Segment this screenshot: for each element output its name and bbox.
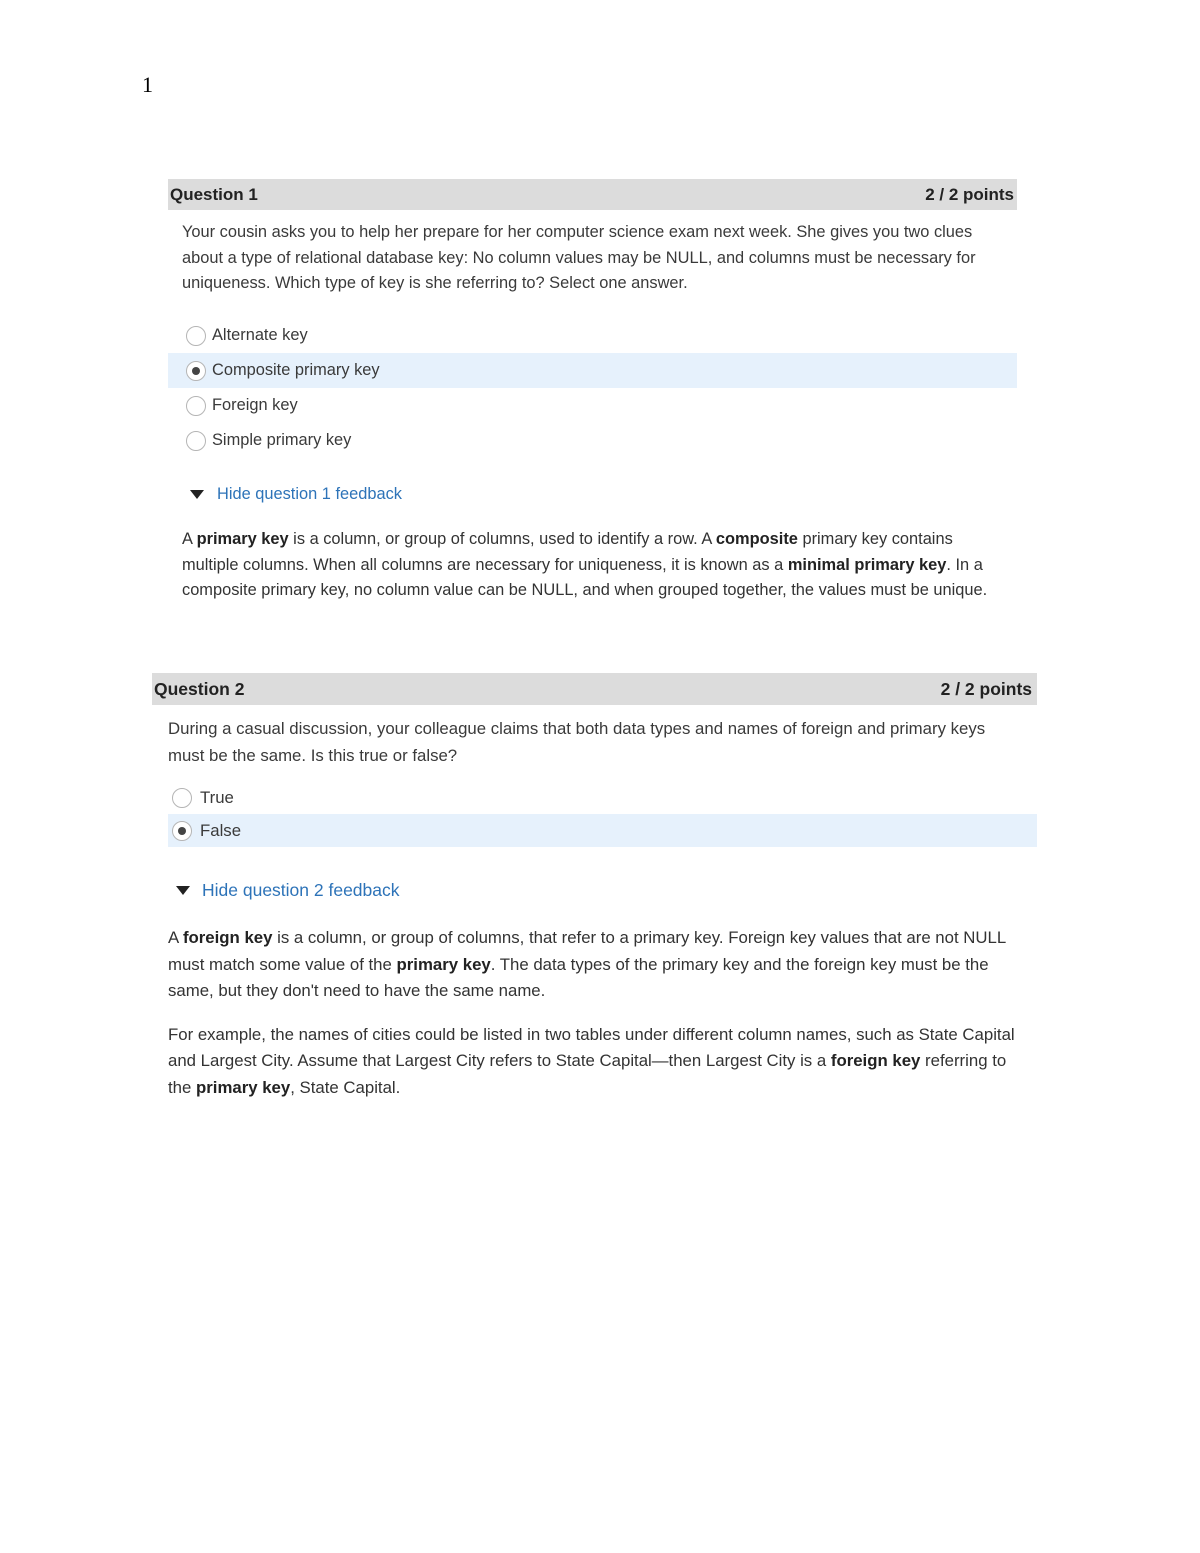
feedback-text: . In a composite primary key, no column value can be NULL, and when grouped together, the values must be unique. bbox=[182, 555, 988, 599]
answer-option[interactable] bbox=[168, 814, 1037, 847]
radio-button[interactable] bbox=[186, 396, 206, 416]
feedback-text: A bbox=[168, 928, 183, 947]
radio-button[interactable] bbox=[186, 361, 206, 381]
radio-selected-dot bbox=[178, 827, 186, 835]
radio-selected-dot bbox=[192, 367, 200, 375]
question-1 bbox=[168, 179, 1017, 604]
feedback-text: primary key contains multiple columns. When all columns are necessary for uniqueness, it is known as a bbox=[182, 530, 953, 574]
answer-options bbox=[152, 781, 1037, 847]
hide-feedback-link[interactable]: Hide question 1 feedback bbox=[217, 484, 402, 503]
feedback-bold-term: minimal primary key bbox=[787, 555, 947, 574]
answer-option-label: Alternate key bbox=[212, 326, 308, 344]
question-feedback bbox=[168, 527, 1017, 604]
answer-option[interactable] bbox=[168, 318, 1017, 353]
feedback-paragraph bbox=[182, 527, 999, 604]
feedback-text: is a column, or group of columns, that refer to a primary key. Foreign key values that are not NULL must match some value of the bbox=[168, 928, 1006, 974]
caret-down-icon bbox=[190, 490, 204, 499]
page-number: 1 bbox=[142, 72, 153, 97]
question-prompt: Your cousin asks you to help her prepare for her computer science exam next week. She gives you two clues about a type of relational database key: No column values may be NULL, and columns must be necessary for uniqueness. Which type of key is she referring to? Select one answer. bbox=[182, 223, 976, 292]
feedback-bold-term: primary key bbox=[196, 1077, 291, 1097]
feedback-text: referring to the bbox=[168, 1051, 1007, 1097]
answer-option-label: Simple primary key bbox=[212, 431, 352, 449]
hide-feedback-toggle[interactable] bbox=[176, 877, 1037, 903]
feedback-bold-term: composite bbox=[715, 530, 798, 548]
answer-option-label: Foreign key bbox=[212, 396, 298, 414]
question-header bbox=[152, 673, 1037, 705]
feedback-text: For example, the names of cities could be listed in two tables under different column names, such as State Capital and Largest City. Assume that Largest City refers to State Capital—then Largest City is a bbox=[168, 1024, 1015, 1070]
answer-option[interactable] bbox=[168, 353, 1017, 388]
answer-option[interactable] bbox=[168, 781, 1037, 814]
hide-feedback-toggle[interactable] bbox=[190, 481, 1017, 507]
feedback-bold-term: primary key bbox=[196, 530, 289, 548]
question-score: 2 / 2 points bbox=[925, 184, 1014, 204]
feedback-paragraph bbox=[168, 925, 1033, 1005]
feedback-text: A bbox=[182, 530, 197, 548]
answer-option[interactable] bbox=[168, 388, 1017, 423]
question-header bbox=[168, 179, 1017, 210]
radio-button[interactable] bbox=[186, 431, 206, 451]
feedback-bold-term: foreign key bbox=[830, 1051, 921, 1070]
question-score: 2 / 2 points bbox=[940, 678, 1032, 699]
question-feedback bbox=[152, 925, 1037, 1101]
question-title: Question 2 bbox=[154, 678, 245, 699]
feedback-bold-term: foreign key bbox=[182, 928, 273, 947]
question-prompt: During a casual discussion, your colleague claims that both data types and names of foreign and primary keys must be the same. Is this true or false? bbox=[168, 719, 986, 765]
caret-down-icon bbox=[176, 886, 190, 895]
feedback-text: . The data types of the primary key and the foreign key must be the same, but they don't need to have the same name. bbox=[168, 954, 989, 1000]
answer-option[interactable] bbox=[168, 423, 1017, 458]
feedback-bold-term: primary key bbox=[396, 954, 491, 974]
feedback-text: is a column, or group of columns, used to identify a row. A bbox=[288, 530, 716, 548]
answer-option-label: Composite primary key bbox=[212, 361, 380, 379]
radio-button[interactable] bbox=[172, 821, 192, 841]
radio-button[interactable] bbox=[172, 788, 192, 808]
answer-option-label: False bbox=[200, 820, 242, 840]
answer-options bbox=[168, 318, 1017, 458]
feedback-paragraph bbox=[168, 1022, 1033, 1102]
question-2 bbox=[152, 673, 1037, 1101]
radio-button[interactable] bbox=[186, 326, 206, 346]
answer-option-label: True bbox=[200, 787, 234, 807]
question-title: Question 1 bbox=[170, 184, 258, 204]
feedback-text: , State Capital. bbox=[290, 1077, 401, 1097]
hide-feedback-link[interactable]: Hide question 2 feedback bbox=[202, 879, 400, 900]
